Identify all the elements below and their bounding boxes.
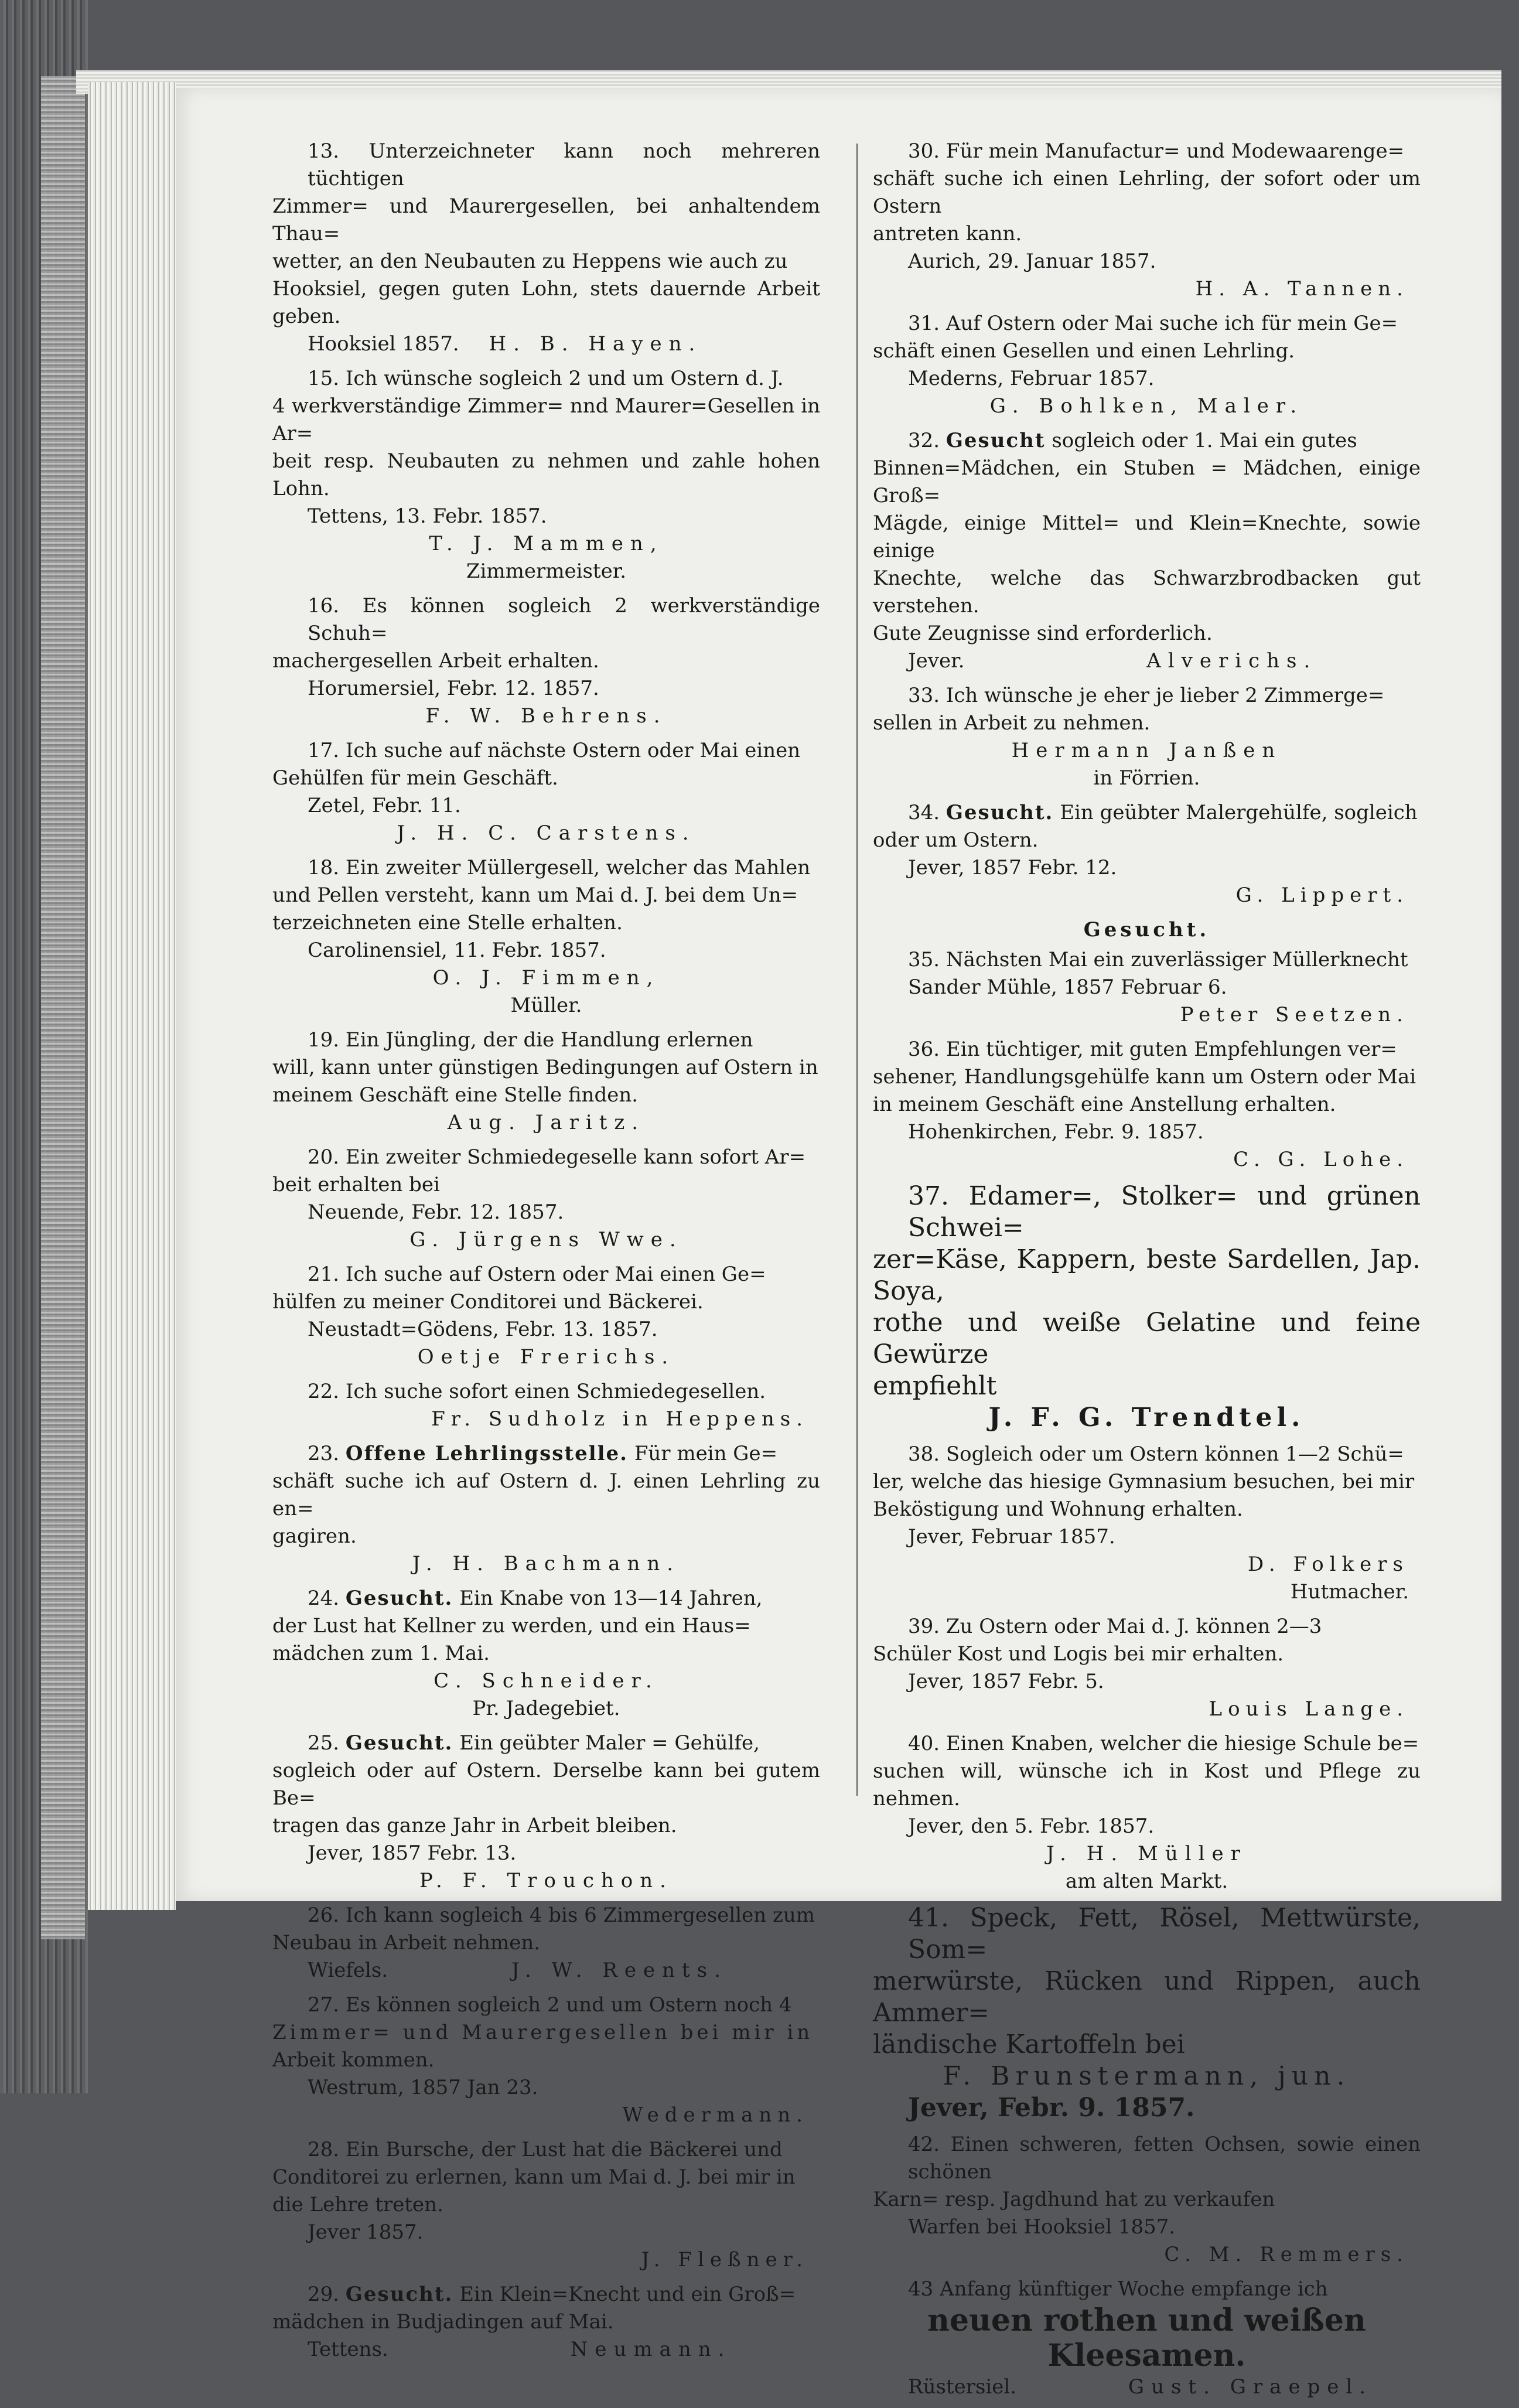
ad-31: 31. Auf Ostern oder Mai suche ich für mein Ge= schäft einen Gesellen und einen Lehrling. Mederns, Februar 1857. G. Bohlken, Maler. (873, 312, 1398, 418)
ad-27: 27. Es können sogleich 2 und um Ostern noch 4 Zimmer= und Maurergesellen bei mir in Arbeit kommen. Westrum, 1857 Jan 23. Wedermann. (272, 1993, 814, 2127)
ad-19: 19. Ein Jüngling, der die Handlung erlernen will, kann unter günstigen Bedingungen auf Ostern in meinem Geschäft eine Stelle finden. Aug. Jaritz. (272, 1028, 818, 1134)
ad-42: 42. Einen schweren, fetten Ochsen, sowie einen schönen Karn= resp. Jagdhund hat zu verkaufen Warfen bei Hooksiel 1857. C. M. Remmers. (873, 2133, 1427, 2266)
column-divider (856, 144, 858, 1796)
gesucht-heading: Gesucht. (1083, 918, 1210, 942)
ad-23: 23. Offene Lehrlingsstelle. Für mein Ge= schäft suche ich auf Ostern d. J. einen Lehrling zu en= gagiren. J. H. Bachmann. (272, 1442, 827, 1575)
ad-32: 32. Gesucht sogleich oder 1. Mai ein gutes Binnen=Mädchen, ein Stuben = Mädchen, einige Groß= Mägde, einige Mittel= und Klein=Knechte, sowie einige Knechte, welche das Schwarzbrodbacken gut verstehen. Gute Zeugnisse sind erforderlich. Jever. Alverichs. (873, 429, 1427, 673)
ad-22: 22. Ich suche sofort einen Schmiedegesellen. Fr. Sudholz in Heppens. (308, 1380, 808, 1431)
ad-40: 40. Einen Knaben, welcher die hiesige Schule be= suchen will, wünsche ich in Kost und Pflege zu nehmen. Jever, den 5. Febr. 1857. J. H. Müller am alten Markt. (873, 1732, 1427, 1893)
ad-34: 34. Gesucht. Ein geübter Malergehülfe, sogleich oder um Ostern. Jever, 1857 Febr. 12. G. Lippert. (873, 801, 1418, 907)
ad-39: 39. Zu Ostern oder Mai d. J. können 2—3 Schüler Kost und Logis bei mir erhalten. Jever, 1857 Febr. 5. Louis Lange. (873, 1615, 1409, 1721)
ad-30: 30. Für mein Manufactur= und Modewaarenge= schäft suche ich einen Lehrling, der sofort oder um Ostern antreten kann. Aurich, 29. Januar 1857. H. A. Tannen. (873, 139, 1427, 301)
newspaper-page (176, 88, 1501, 2399)
ad-17: 17. Ich suche auf nächste Ostern oder Mai einen Gehülfen für mein Geschäft. Zetel, Febr. 11. J. H. C. Carstens. (272, 739, 801, 845)
stacked-page-edges (88, 82, 176, 1910)
ad-13: 13. Unterzeichneter kann noch mehreren tüchtigen Zimmer= und Maurergesellen, bei anhaltendem Thau= wetter, an den Neubauten zu Heppens wie auch zu Hooksiel, gegen guten Lohn, stets dauernde Arbeit geben. Hooksiel 1857. H. B. Hayen. (272, 139, 827, 356)
ad-15: 15. Ich wünsche sogleich 2 und um Ostern d. J. 4 werkverständige Zimmer= nnd Maurer=Gesellen in Ar= beit resp. Neubauten zu nehmen und zahle hohen Lohn. Tettens, 13. Febr. 1857. T. J. Mammen, Zimmermeister. (272, 367, 827, 583)
marbled-edge (41, 76, 85, 1939)
ad-28: 28. Ein Bursche, der Lust hat die Bäckerei und Conditorei zu erlernen, kann um Mai d. J. bei mir in die Lehre treten. Jever 1857. J. Fleßner. (272, 2138, 808, 2271)
ad-16: 16. Es können sogleich 2 werkverständige Schuh= machergesellen Arbeit erhalten. Horumersiel, Febr. 12. 1857. F. W. Behrens. (272, 594, 827, 728)
ad-26: 26. Ich kann sogleich 4 bis 6 Zimmergesellen zum Neubau in Arbeit nehmen. Wiefels. J. W. Reents. (272, 1904, 815, 1982)
ad-43: 43 Anfang künftiger Woche empfange ich neuen rothen und weißen Kleesamen. Rüstersiel. Gust. Graepel. (908, 2277, 1377, 2399)
ad-36: 36. Ein tüchtiger, mit guten Empfehlungen ver= sehener, Handlungsgehülfe kann um Ostern oder Mai in meinem Geschäft eine Anstellung erhalten. Hohenkirchen, Febr. 9. 1857. C. G. Lohe. (873, 1038, 1416, 1171)
right-column (873, 138, 1429, 2408)
ad-21: 21. Ich suche auf Ostern oder Mai einen Ge= hülfen zu meiner Conditorei und Bäckerei. Neustadt=Gödens, Febr. 13. 1857. Oetje Frerichs. (272, 1263, 766, 1369)
left-column (272, 138, 827, 2371)
ad-20: 20. Ein zweiter Schmiedegeselle kann sofort Ar= beit erhalten bei Neuende, Febr. 12. 1857. G. Jürgens Wwe. (272, 1145, 806, 1251)
ad-41: 41. Speck, Fett, Rösel, Mettwürste, Som= merwürste, Rücken und Rippen, auch Ammer= ländische Kartoffeln bei F. Brunstermann, jun. Jever, Febr. 9. 1857. (873, 1903, 1429, 2123)
ad-33: 33. Ich wünsche je eher je lieber 2 Zimmerge= sellen in Arbeit zu nehmen. Hermann Janßen in Förrien. (873, 684, 1385, 790)
ad-25: 25. Gesucht. Ein geübter Maler = Gehülfe, sogleich oder auf Ostern. Derselbe kann bei gutem Be= tragen das ganze Jahr in Arbeit bleiben. Jever, 1857 Febr. 13. P. F. Trouchon. (272, 1731, 827, 1892)
ad-18: 18. Ein zweiter Müllergesell, welcher das Mahlen und Pellen versteht, kann um Mai d. J. bei dem Un= terzeichneten eine Stelle erhalten. Carolinensiel, 11. Febr. 1857. O. J. Fimmen, Müller. (272, 856, 811, 1017)
ad-24: 24. Gesucht. Ein Knabe von 13—14 Jahren, der Lust hat Kellner zu werden, und ein Haus= mädchen zum 1. Mai. C. Schneider. Pr. Jadegebiet. (272, 1587, 763, 1720)
ad-29: 29. Gesucht. Ein Klein=Knecht und ein Groß= mädchen in Budjadingen auf Mai. Tettens. Neumann. (272, 2283, 796, 2361)
ad-38: 38. Sogleich oder um Ostern können 1—2 Schü= ler, welche das hiesige Gymnasium besuchen, bei mir Beköstigung und Wohnung erhalten. Jever, Februar 1857. D. Folkers Hutmacher. (873, 1442, 1415, 1604)
ad-35: Gesucht. 35. Nächsten Mai ein zuverlässiger Müllerknecht Sander Mühle, 1857 Februar 6. Peter Seetzen. (873, 916, 1421, 1029)
ad-37: 37. Edamer=, Stolker= und grünen Schwei= zer=Käse, Kappern, beste Sardellen, Jap. Soya, rothe und weiße Gelatine und feine Gewürze empfiehlt J. F. G. Trendtel. (873, 1181, 1429, 1432)
